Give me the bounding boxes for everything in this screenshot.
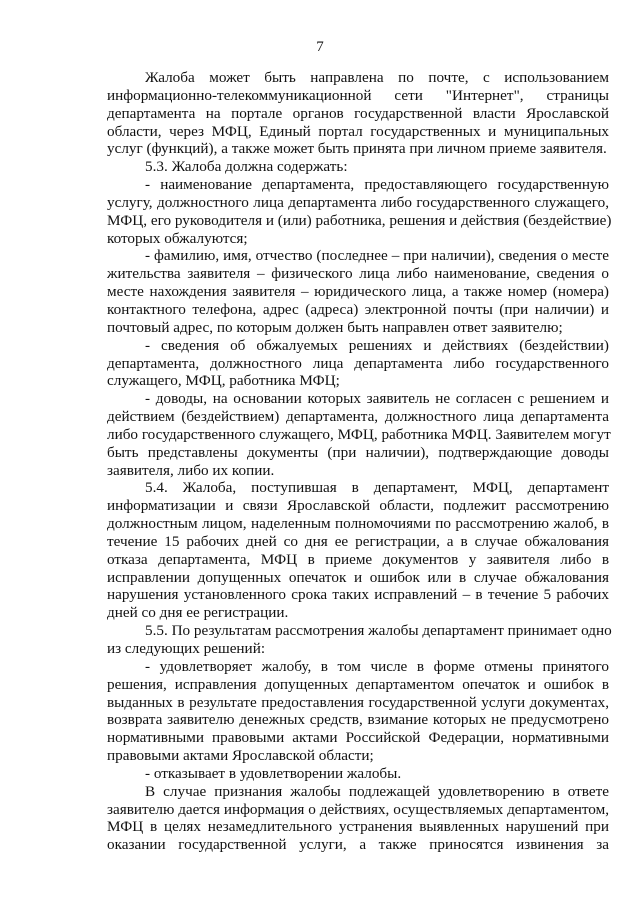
text-line: услуг (функций), а также может быть принята при личном приеме заявителя. xyxy=(107,140,607,158)
text-line: Жалоба может быть направлена по почте, с использованием xyxy=(145,69,609,86)
text-line: заявителю дается информация о действиях, осуществляемых департаментом, xyxy=(107,800,609,818)
text-line: нормативными правовыми актами Российской Федерации, нормативными xyxy=(107,729,609,747)
text-line: заявителя, либо их копии. xyxy=(107,461,275,479)
text-line: жительства заявителя – физического лица либо наименование, сведения о xyxy=(107,265,609,283)
text-line: - отказывает в удовлетворении жалобы. xyxy=(145,764,402,782)
text-line: услугу, должностного лица департамента либо государственного служащего, xyxy=(107,193,609,211)
text-line: - сведения об обжалуемых решениях и действиях (бездействии) xyxy=(145,336,609,354)
page-number: 7 xyxy=(316,39,324,55)
text-line: 5.3. Жалоба должна содержать: xyxy=(145,158,348,176)
text-line: МФЦ, его руководителя и (или) работника, решения и действия (бездействие) xyxy=(107,211,612,229)
document-body xyxy=(107,69,612,854)
text-line: В случае признания жалобы подлежащей удовлетворению в ответе xyxy=(145,782,609,800)
text-line: 5.4. Жалоба, поступившая в департамент, МФЦ, департамент xyxy=(145,479,609,497)
text-line: 5.5. По результатам рассмотрения жалобы департамент принимает одно xyxy=(145,622,612,640)
text-line: департамента на портале органов государственной власти Ярославской xyxy=(107,104,609,122)
text-line: департамента, должностного лица департамента либо государственного xyxy=(107,354,609,372)
text-line: решения, исправления допущенных департаментом опечаток и ошибок в xyxy=(107,675,609,693)
text-line: из следующих решений: xyxy=(107,640,266,657)
text-line: возврата заявителю денежных средств, взимание которых не предусмотрено xyxy=(107,711,609,729)
text-line: дней со дня ее регистрации. xyxy=(107,604,289,622)
text-line: отказа департамента, МФЦ в приеме документов у заявителя либо в xyxy=(107,550,609,568)
text-line: которых обжалуются; xyxy=(107,229,248,247)
text-line: оказании государственной услуги, а также приносятся извинения за xyxy=(107,836,609,854)
text-line: действием (бездействием) департамента, должностного лица департамента xyxy=(107,408,609,426)
text-line: нарушения установленного срока таких исправлений – в течение 5 рабочих xyxy=(107,586,609,604)
text-line: контактного телефона, адрес (адреса) электронной почты (при наличии) и xyxy=(107,300,609,318)
text-line: течение 15 рабочих дней со дня ее регистрации, а в случае обжалования xyxy=(107,532,609,550)
text-line: либо государственного служащего, МФЦ, работника МФЦ. Заявителем могут xyxy=(107,425,611,443)
text-line: - доводы, на основании которых заявитель не согласен с решением и xyxy=(145,390,609,408)
text-line: - фамилию, имя, отчество (последнее – при наличии), сведения о месте xyxy=(145,247,609,265)
text-line: правовыми актами Ярославской области; xyxy=(107,747,374,765)
text-line: - наименование департамента, предоставляющего государственную xyxy=(145,176,609,194)
text-line: выданных в результате предоставления государственной услуги документах, xyxy=(107,693,609,711)
text-line: месте нахождения заявителя – юридического лица, а также номер (номера) xyxy=(107,283,609,301)
text-line: почтовый адрес, по которым должен быть направлен ответ заявителю; xyxy=(107,318,563,336)
text-line: МФЦ в целях незамедлительного устранения выявленных нарушений при xyxy=(107,818,609,836)
text-line: служащего, МФЦ, работника МФЦ; xyxy=(107,372,340,390)
text-line: быть представлены документы (при наличии), подтверждающие доводы xyxy=(107,443,609,461)
text-line: должностным лицом, наделенным полномочиями по рассмотрению жалоб, в xyxy=(107,515,609,533)
text-line: области, через МФЦ, Единый портал государственных и муниципальных xyxy=(107,122,609,140)
text-line: информатизации и связи Ярославской области, подлежит рассмотрению xyxy=(107,497,609,515)
text-line: информационно-телекоммуникационной сети "Интернет", страницы xyxy=(107,86,609,104)
text-line: исправлении допущенных опечаток и ошибок или в случае обжалования xyxy=(107,568,609,586)
text-line: - удовлетворяет жалобу, в том числе в форме отмены принятого xyxy=(145,657,609,675)
